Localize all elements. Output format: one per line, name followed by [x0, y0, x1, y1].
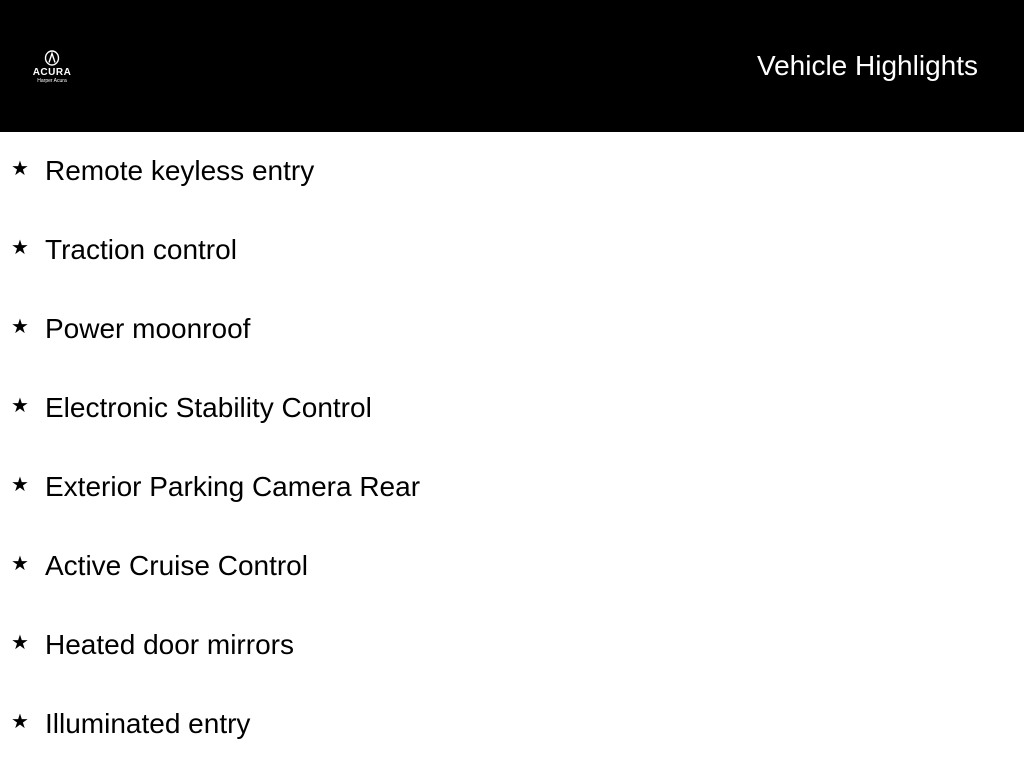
logo-dealer-text: Harper Acura [37, 78, 67, 84]
list-item [0, 211, 1024, 290]
list-item [0, 369, 1024, 448]
highlight-label: Power moonroof [45, 313, 251, 344]
star-icon: ★ [11, 156, 29, 180]
star-icon: ★ [11, 314, 29, 338]
list-item [0, 685, 1024, 764]
star-icon: ★ [11, 709, 29, 733]
highlight-label: Heated door mirrors [45, 629, 294, 660]
highlight-label: Remote keyless entry [45, 155, 315, 186]
star-icon: ★ [11, 393, 29, 417]
highlight-label: Illuminated entry [45, 708, 251, 739]
highlight-label: Electronic Stability Control [45, 392, 372, 423]
highlight-label: Exterior Parking Camera Rear [45, 471, 421, 502]
list-item [0, 290, 1024, 369]
acura-logo-icon [44, 50, 60, 66]
highlight-label: Active Cruise Control [45, 550, 308, 581]
page-header [0, 0, 1024, 132]
star-icon: ★ [11, 551, 29, 575]
list-item [0, 132, 1024, 211]
list-item [0, 527, 1024, 606]
star-icon: ★ [11, 472, 29, 496]
star-icon: ★ [11, 630, 29, 654]
list-item [0, 448, 1024, 527]
highlights-list [0, 132, 1024, 764]
dealer-logo [22, 50, 82, 90]
star-icon: ★ [11, 235, 29, 259]
highlight-label: Traction control [45, 234, 237, 265]
logo-brand-text: ACURA [32, 67, 72, 78]
page-title: Vehicle Highlights [756, 50, 978, 81]
list-item [0, 606, 1024, 685]
